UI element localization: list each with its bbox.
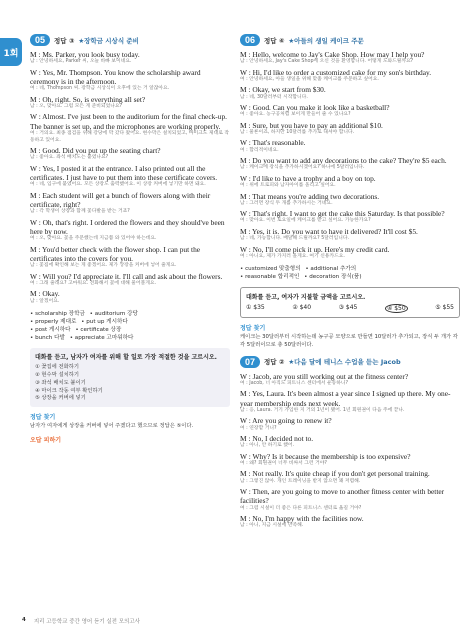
dialogue-line: M : Yes, Laura. It's been almost a year since I signed up there. My one-year membership ends next week. — [240, 389, 451, 408]
vocab-list — [240, 265, 460, 281]
dialogue-turn — [240, 416, 460, 432]
answer-option[interactable]: ④ 마이크 작동 여부 확인하기 — [35, 387, 103, 394]
dialogue-line: W : Are you going to renew it? — [240, 416, 332, 426]
section-05-header — [30, 34, 230, 46]
answer-options — [246, 304, 454, 313]
vocab-item: • certificate 상장 — [75, 327, 122, 334]
section-number: 05 — [30, 34, 50, 46]
dialogue-turn — [240, 50, 460, 66]
translation: 남 : 꽃집에 확인해 보는 게 좋겠어요. 제가 상장을 커버에 넣어 줄게요. — [30, 263, 177, 269]
dialogue-turn — [240, 68, 460, 84]
translation: 여 : 맞아요. 이번 토요일에 케이크를 받고 싶어요. 가능한가요? — [240, 218, 371, 224]
dialogue-turn — [30, 68, 230, 93]
dialogue-line: M : Okay. — [30, 289, 60, 299]
section-number: 07 — [240, 356, 260, 368]
answer-option-selected[interactable]: ④ $50 — [386, 305, 406, 313]
dialogue — [30, 50, 230, 305]
dialogue-turn — [30, 272, 230, 288]
answer-label: 정답 ③ — [54, 36, 75, 45]
dialogue-turn — [240, 389, 460, 414]
topic-label: ★아들의 생일 케이크 주문 — [288, 36, 364, 45]
translation: 여 : 좋아요. 농구공처럼 보이게 만들어 줄 수 있나요? — [240, 112, 351, 118]
dialogue-line: M : Each student will get a bunch of flowers along with their certificate, right? — [30, 190, 211, 209]
answer-option[interactable]: ⑤ $55 — [435, 304, 454, 312]
dialogue-turn — [30, 164, 230, 189]
translation: 여 : Jacob, 너 아직도 피트니스 센터에서 운동하니? — [240, 380, 349, 386]
translation: 남 : 네, 30달러부터 시작합니다. — [240, 94, 308, 100]
dialogue-line: M : You'd better check with the flower shop. I can put the certificates into the covers for you. — [30, 244, 201, 263]
dialogue-line: W : I'd like to have a trophy and a boy on top. — [240, 173, 376, 183]
dialogue-line: W : No, I'll come pick it up. Here's my credit card. — [240, 244, 390, 254]
dialogue-turn — [240, 434, 460, 450]
dialogue-turn — [240, 469, 460, 485]
vocab-item: • appreciate 고마워하다 — [69, 335, 134, 342]
vocab-item: • properly 제대로 — [30, 319, 77, 326]
page-number: 4 — [22, 617, 26, 623]
dialogue-line: M : Yes, it is. Do you want to have it delivered? It'll cost $5. — [240, 226, 418, 236]
dialogue-line: W : Good. Can you make it look like a basketball? — [240, 103, 390, 113]
vocab-item: • decoration 장식(품) — [304, 274, 362, 281]
answer-option[interactable]: ③ $45 — [338, 304, 358, 312]
dialogue-line: W : Jacob, are you still working out at the fitness center? — [240, 371, 409, 381]
dialogue-turn — [240, 227, 460, 243]
dialogue-line: M : Hello, welcome to Jay's Cake Shop. How may I help you? — [240, 50, 425, 59]
question-box — [30, 348, 230, 407]
dialogue-turn — [30, 146, 230, 162]
translation: 여 : 네, Thompson 씨. 장학금 시상식이 오후에 있는 거 알잖아요. — [30, 86, 170, 92]
vocab-item: • post 게시하다 — [30, 327, 71, 334]
translation: 남 : 아니, 지금 시설에 만족해. — [240, 523, 304, 529]
translation: 남 : 그러면 장식 두 개를 추가하시는 거네요. — [240, 200, 333, 206]
dialogue-turn — [30, 112, 230, 144]
dialogue-turn — [240, 209, 460, 225]
dialogue — [240, 372, 460, 530]
answer-label: 정답 ④ — [264, 36, 285, 45]
translation: 여 : 안녕하세요, 아들 생일을 위해 맞춤 케이크를 주문하고 싶어요. — [240, 76, 379, 82]
answer-option[interactable]: ② 현수막 설치하기 — [35, 371, 79, 378]
answer-option[interactable]: ① $35 — [246, 304, 265, 312]
translation: 여 : 오, 맞아요. 꽃을 주문했는데 지금쯤 와 있어야 하는데요. — [30, 236, 157, 242]
vocab-item: • auditorium 강당 — [89, 311, 138, 318]
dialogue-turn — [240, 156, 460, 172]
explanation — [240, 323, 460, 349]
dialogue-turn — [240, 103, 460, 119]
answer-option[interactable]: ⑤ 상장을 커버에 넣기 — [35, 395, 86, 402]
answer-label: 정답 ② — [264, 358, 285, 367]
translation: 남 : 안녕하세요, Jay's Cake Shop에 오신 것을 환영합니다. 어떻게 도와드릴까요? — [240, 59, 414, 65]
dialogue-turn — [240, 138, 460, 154]
dialogue-line: M : Okay, we start from $30. — [240, 85, 326, 95]
dialogue-line: W : That's right. I want to get the cake this Saturday. Is that possible? — [240, 209, 445, 219]
wrong-answer-head: 오답 피하기 — [30, 436, 62, 444]
translation: 남 : 오, 맞아요. 그럼 모든 게 준비되었나요? — [30, 103, 123, 109]
dialogue-line: W : Then, are you going to move to another fitness center with better facilities? — [240, 487, 445, 506]
translation: 여 : 아니요, 제가 가지러 올게요. 여기 신용카드요. — [240, 253, 345, 259]
translation: 남 : 응, Laura. 거기 가입한 지 거의 1년이 됐어. 1년 회원권이 다음 주에 끝나. — [240, 407, 405, 413]
dialogue-turn — [240, 245, 460, 261]
vocab-item: • reasonable 합리적인 — [240, 274, 300, 281]
explanation — [30, 412, 230, 444]
dialogue-line: W : That's reasonable. — [240, 138, 306, 148]
section-number: 06 — [240, 34, 260, 46]
section-06-header — [240, 34, 460, 46]
dialogue-turn — [240, 452, 460, 468]
translation: 남 : 그렇진 않아. 개인 트레이닝을 받지 않으면 꽤 저렴해. — [240, 478, 361, 484]
dialogue-line: M : No, I decided not to. — [240, 434, 314, 443]
translation: 여 : 위에 트로피와 남자아이를 올리고 싶어요. — [240, 183, 336, 189]
translation: 남 : 케이크에 장식을 추가하시겠어요? 하나에 5달러입니다. — [240, 165, 365, 171]
answer-option[interactable]: ② $40 — [292, 304, 312, 312]
vocab-item: • customized 맞춤형의 — [240, 266, 301, 273]
dialogue-line: M : Oh, right. So, is everything all set? — [30, 94, 146, 104]
dialogue-turn — [30, 95, 230, 111]
dialogue-line: M : Good. Did you put up the seating chart? — [30, 145, 161, 155]
dialogue — [240, 50, 460, 260]
answer-option[interactable]: ③ 좌석 배치도 붙이기 — [35, 379, 86, 386]
section-07-header — [240, 356, 460, 368]
explanation-head: 정답 찾기 — [30, 414, 56, 422]
translation: 남 : 네, 가능합니다. 배달해 드릴까요? 5달러입니다. — [240, 236, 349, 242]
dialogue-line: W : Yes, I posted it at the entrance. I also printed out all the certificates. I just have to put them into these certificate covers. — [30, 163, 218, 182]
dialogue-turn — [30, 245, 230, 270]
dialogue-line: M : Ms. Parker, you look busy today. — [30, 50, 140, 59]
dialogue-line: W : Oh, that's right. I ordered the flowers and they should've been here by now. — [30, 217, 225, 236]
translation: 남 : 좋아요. 좌석 배치도는 붙였나요? — [30, 155, 109, 161]
dialogue-line: W : Yes, Mr. Thompson. You know the scholarship award ceremony is in the afternoon. — [30, 67, 201, 86]
translation: 남 : 물론이죠, 하지만 10달러를 추가로 내셔야 합니다. — [240, 130, 355, 136]
dialogue-line: M : No, I'm happy with the facilities now. — [240, 514, 364, 524]
dialogue-turn — [30, 289, 230, 305]
dialogue-line: W : Almost. I've just been to the auditorium for the final check-up. The banner is set up, and the microphones are working properly. — [30, 112, 227, 131]
translation: 여 : 왜? 회원권이 너무 비싸서 그런 거야? — [240, 460, 327, 466]
dialogue-turn — [240, 372, 460, 388]
translation: 여 : 그럼 시설이 더 좋은 다른 피트니스 센터로 옮길 거야? — [240, 505, 362, 511]
vocab-item: • scholarship 장학금 — [30, 311, 85, 318]
vocab-item: • bunch 다발 — [30, 335, 65, 342]
dialogue-line: M : That means you're adding two decorations. — [240, 191, 380, 201]
translation: 남 : 아니, 안 하기로 했어. — [240, 443, 294, 449]
translation: 남 : 알겠어요. — [30, 298, 60, 304]
question-title: 대화를 듣고, 여자가 지불할 금액을 고르시오. — [246, 294, 366, 302]
dialogue-line: W : Hi, I'd like to order a customized cake for my son's birthday. — [240, 67, 432, 77]
explanation-body: 케이크는 30달러부터 시작하는데 농구공 모양으로 만들면 10달러가 추가되고, 장식 두 개가 각각 5달러이므로 총 50달러이다. — [240, 334, 458, 349]
translation: 여 : 합리적이네요. — [240, 147, 279, 153]
dialogue-line: W : Why? Is it because the membership is too expensive? — [240, 451, 411, 461]
dialogue-turn — [240, 487, 460, 512]
dialogue-line: M : Sure, but you have to pay an additional $10. — [240, 120, 383, 130]
dialogue-turn — [30, 218, 230, 243]
left-column — [30, 34, 230, 444]
explanation-body: 남자가 여자에게 상장을 커버에 넣어 주겠다고 했으므로 정답은 ⑤이다. — [30, 423, 194, 430]
dialogue-turn — [30, 50, 230, 66]
vocab-item: • put up 게시하다 — [81, 319, 128, 326]
footer-title: 지리 고등학교 중간 영어 듣기 실전 모의고사 — [33, 619, 140, 625]
dialogue-turn — [240, 192, 460, 208]
dialogue-turn — [240, 121, 460, 137]
translation: 여 : 거의요. 최종 점검을 위해 강당에 막 갔다 왔어요. 현수막은 설치되었고, 마이크도 제대로 작동하고 있어요. — [30, 130, 229, 143]
translation: 남 : 각 학생이 상장과 함께 꽃다발을 받는 거죠? — [30, 209, 130, 215]
dialogue-line: M : Do you want to add any decorations to the cake? They're $5 each. — [240, 156, 447, 166]
dialogue-turn — [240, 514, 460, 530]
vocab-list — [30, 310, 230, 342]
chapter-tab: 1회 — [0, 38, 22, 66]
dialogue-line: W : Will you? I'd appreciate it. I'll call and ask about the flowers. — [30, 271, 223, 281]
dialogue-line: M : Not really. It's quite cheap if you don't get personal training. — [240, 469, 430, 479]
right-column — [240, 34, 460, 532]
dialogue-turn — [240, 174, 460, 190]
translation: 여 : 그래 줄래요? 고마워요. 전화해서 꽃에 대해 물어볼게요. — [30, 280, 156, 286]
topic-label: ★다음 달에 테니스 수업을 듣는 Jacob — [288, 358, 401, 367]
dialogue-turn — [30, 191, 230, 216]
question-title: 대화를 듣고, 남자가 여자를 위해 할 일로 가장 적절한 것을 고르시오. — [35, 354, 217, 362]
answer-option[interactable]: ① 꽃집에 전화하기 — [35, 364, 79, 371]
topic-label: ★장학금 시상식 준비 — [78, 36, 139, 45]
translation: 여 : 네, 입구에 붙였어요. 모든 상장도 출력했어요. 이 상장 커버에 넣기만 하면 돼요. — [30, 182, 206, 188]
translation: 남 : 안녕하세요, Parker 씨, 오늘 바빠 보이네요. — [30, 59, 132, 65]
explanation-head: 정답 찾기 — [240, 325, 266, 333]
page-footer — [22, 617, 452, 625]
dialogue-turn — [240, 85, 460, 101]
question-box — [240, 287, 460, 318]
translation: 여 : 연장할 거니? — [240, 425, 277, 431]
vocab-item: • additional 추가의 — [305, 266, 357, 273]
